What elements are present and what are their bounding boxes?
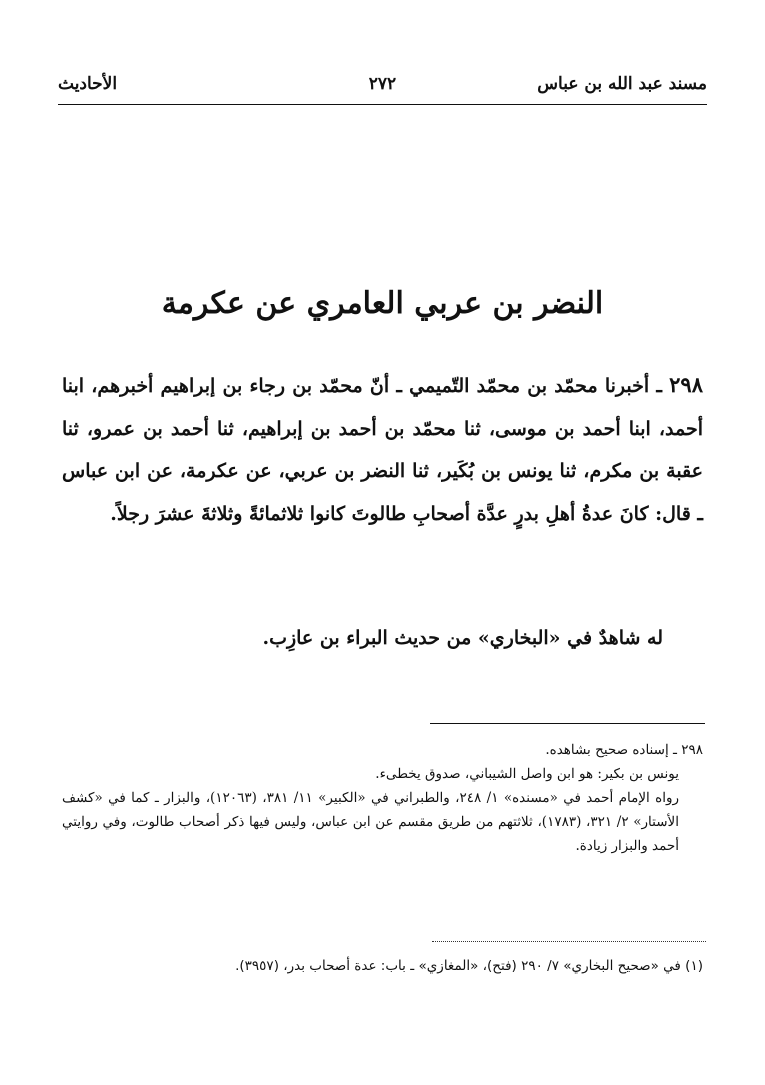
running-head — [58, 74, 707, 102]
running-head-book-title: مسند عبد الله بن عباس — [537, 74, 707, 94]
hadith-body: ـ أخبرنا محمّد بن محمّد التّميمي ـ أنّ محمّد بن رجاء بن إبراهيم أخبرهم، ابنا أحمد، ابنا أحمد بن موسى، ثنا محمّد بن أحمد بن إبراهيم، ثنا أحمد بن عمرو، ثنا عقبة بن مكرم، ثنا يونس بن بُكَير، ثنا النضر بن عربي، عن عكرمة، عن ابن عباس ـ قال: كانَ عدةُ أهلِ بدرٍ عدَّة أصحابِ طالوتَ كانوا ثلاثمائةً وثلاثةَ عشرَ رجلاً. — [62, 375, 703, 525]
hadith-text — [62, 364, 703, 535]
footnote: (١) في «صحيح البخاري» ٧/ ٢٩٠ (فتح)، «المغازي» ـ باب: عدة أصحاب بدر، (٣٩٥٧). — [235, 958, 703, 974]
notes-separator — [430, 723, 705, 724]
page-number: ٢٧٢ — [368, 74, 397, 94]
footnote-separator — [432, 941, 706, 942]
hadith-notes — [62, 738, 703, 858]
section-title: النضر بن عربي العامري عن عكرمة — [161, 286, 604, 321]
notes-line-narrator: يونس بن بكير: هو ابن واصل الشيباني، صدوق يخطىء. — [375, 766, 679, 782]
hadith-number: ٢٩٨ — [669, 372, 703, 397]
shahid-note: له شاهدٌ في «البخاري» من حديث البراء بن عازِب. — [262, 627, 663, 649]
notes-line-takhrij: رواه الإمام أحمد في «مسنده» ١/ ٢٤٨، والطبراني في «الكبير» ١١/ ٣٨١، (١٢٠٦٣)، والبزار ـ كما في «كشف الأستار» ٢/ ٣٢١، (١٧٨٣)، ثلاثتهم من طريق مقسم عن ابن عباس، وليس فيها ذكر أصحاب طالوت، وفي روايتي أحمد والبزار زيادة. — [62, 790, 680, 854]
notes-line-isnad: ٢٩٨ ـ إسناده صحيح بشاهده. — [545, 742, 703, 758]
running-head-section: الأحاديث — [58, 74, 118, 94]
header-rule — [58, 104, 707, 105]
